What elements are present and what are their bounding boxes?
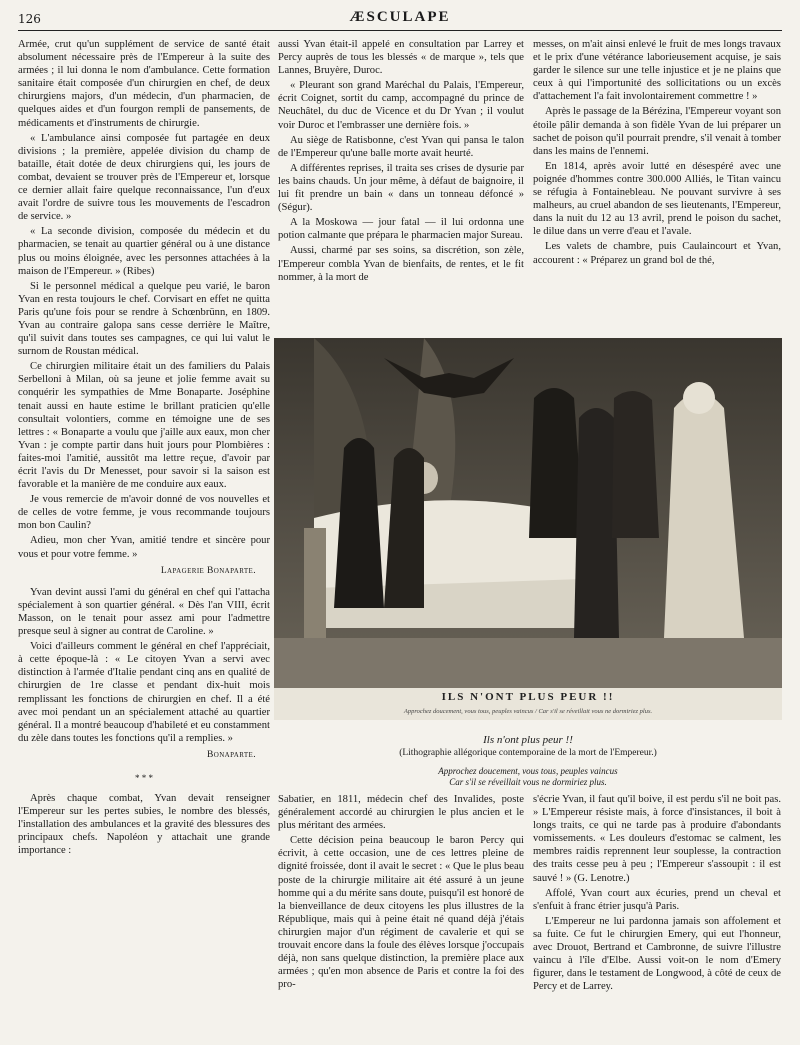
- journal-title: ÆSCULAPE: [349, 9, 451, 25]
- bed-post: [304, 528, 326, 638]
- paragraph: Si le personnel médical a quelque peu varié, le baron Yvan en resta toujours le chef. Corvisart en effet ne quitta Paris qu'une fois pour se rendre à Schœnbrünn, en 1809. Yvan au contraire galopa sans cesse derrière le Maître, qu'il suivit dans toutes ses campagnes, ce qui lui valut le surnom de Roustan médical.: [18, 280, 270, 358]
- engraving-verse: Approchez doucement, vous tous, peuples vaincus / Car s'il se réveillait vous ne dormiriez plus.: [403, 708, 653, 715]
- text-column-middle-bottom: [278, 793, 524, 993]
- page-number: 126: [18, 12, 41, 26]
- turban: [683, 382, 715, 414]
- paragraph: « L'ambulance ainsi composée fut partagée en deux divisions ; la première, appelée division du champ de bataille, était dotée de deux chirurgiens qui, les jours de combat, devaient se trouver près de l'Empereur et, lorsque ce dernier allait faire quelque reconnaissance, l'un d'eux avait l'ordre de suivre tous les mouvements de l'escadron de service. »: [18, 132, 270, 223]
- paragraph: messes, on m'ait ainsi enlevé le fruit de mes longs travaux et le prix d'une vétérance laborieusement acquise, je sais garder le silence sur une telle injustice et je ne plains que ceux à qui l'importunité des sollicitations ou un excès d'attachement l'a fait involontairement commettre ! »: [533, 39, 781, 103]
- paragraph: s'écrie Yvan, il faut qu'il boive, il est perdu s'il ne boit pas. » L'Empereur résiste mais, à force d'insistances, il boit à longs traits, ce qui ne tarde pas à produire d'abondants vomissements. « Les douleurs d'estomac se calment, les membres raidis reprennent leur souplesse, la contraction des traits cesse peu à peu ; l'Empereur s'assoupit : il est sauvé ! » (G. Lenotre.): [533, 794, 781, 884]
- text-column-right-bottom: [533, 793, 781, 995]
- caption-verse-line: Approchez doucement, vous tous, peuples vaincus: [438, 766, 618, 776]
- paragraph: L'Empereur ne lui pardonna jamais son affolement et sa fuite. Ce fut le chirurgien Emery, qui eut l'honneur, avec Drouot, Bertrand et Cambronne, de suivre l'illustre vaincu à l'île d'Elbe. Aussi voit-on le nom d'Emery figurer, dans le testament de Longwood, à côté de ceux de Percy et de Larrey.: [533, 915, 781, 993]
- deathbed-scene-image: [274, 338, 782, 720]
- paragraph: Sabatier, en 1811, médecin chef des Invalides, poste généralement accordé au chirurgien le plus ancien et le plus méritant des armées.: [278, 794, 524, 832]
- paragraph: Aussi, charmé par ses soins, sa discrétion, son zèle, l'Empereur combla Yvan de bienfaits, de rentes, et le fit nommer, à la mort de: [278, 245, 524, 283]
- paragraph: « Pleurant son grand Maréchal du Palais, l'Empereur, écrit Coignet, sortit du camp, accompagné du prince de Neuchâtel, du duc de Vicence et du Dr Yvan ; il voulut voir Duroc et l'embrasser une dernière fois. »: [278, 80, 524, 131]
- paragraph: Yvan devint aussi l'ami du général en chef qui l'attacha spécialement à son quartier général. « Dès l'an VIII, écrit Masson, on le tenait pour assez ami pour l'admettre presque seul à signer au contrat de Caroline. »: [18, 586, 270, 638]
- section-separator: * * *: [135, 772, 153, 783]
- caption-subtitle: (Lithographie allégorique contemporaine de la mort de l'Empereur.): [399, 748, 657, 758]
- figure-general: [612, 391, 659, 538]
- caption-verse-line: Car s'il se réveillait vous ne dormiriez plus.: [449, 777, 607, 787]
- caption-title: Ils n'ont plus peur !!: [483, 734, 573, 746]
- engraving-banner: ILS N'ONT PLUS PEUR !!: [441, 691, 615, 703]
- paragraph: Ce chirurgien militaire était un des familiers du Palais Serbelloni à Milan, où sa jeune et jolie femme avait su conquérir les sympathies de Mme Bonaparte. Joséphine tenait aussi en haute estime le brillant praticien qu'elle consultait volontiers, comme en témoigne une de ses lettres : « Bonaparte a voulu que j'aille aux eaux, mon cher Yvan : je compte partir dans huit jours pour Plombières : faites-moi l'amitié, aussitôt ma lettre reçue, d'avoir par écrit l'avis du Dr Menesset, pour savoir si la saison est favorable et la manière de me conduire aux eaux.: [18, 361, 270, 491]
- signature-josephine: Lapagerie Bonaparte.: [160, 565, 256, 576]
- paragraph: Après le passage de la Bérézina, l'Empereur voyant son étoile pâlir demanda à son fidèle Yvan de lui préparer un sachet de poison qu'il pourrait prendre, s'il venait à tomber dans les mains de l'ennemi.: [533, 106, 781, 157]
- paragraph: A la Moskowa — jour fatal — il lui ordonna une potion calmante que prépara le pharmacien major Sureau.: [278, 217, 524, 242]
- paragraph: En 1814, après avoir lutté en désespéré avec une poignée d'hommes contre 300.000 Alliés, le Titan vaincu se réfugia à Fontainebleau. Ne pouvant survivre à ses malheurs, au cruel abandon de ses lieutenants, l'Empereur, dans la nuit du 12 au 13 avril, prend le poison du sachet, le dilue dans un verre d'eau et l'avale.: [533, 160, 781, 238]
- page-header: [18, 8, 782, 31]
- text-column-left: [18, 38, 270, 859]
- figure-caption: [274, 734, 782, 788]
- paragraph: Affolé, Yvan court aux écuries, prend un cheval et s'enfuit à franc étrier jusqu'à Paris.: [533, 887, 781, 912]
- paragraph: Je vous remercie de m'avoir donné de vos nouvelles et de celles de votre femme, je vous recommande toujours mon bon Caulin?: [18, 494, 270, 532]
- paragraph: Les valets de chambre, puis Caulaincourt et Yvan, accourent : « Préparez un grand bol de thé,: [533, 241, 781, 266]
- text-column-middle-top: [278, 38, 524, 286]
- paragraph: Armée, crut qu'un supplément de service de santé était absolument nécessaire près de l'Empereur à la suite des armées ; il lui donna le nom d'ambulance. Cette formation sanitaire était composée d'un chirurgien en chef, de deux chirurgiens majors, d'un médecin, d'un pharmacien, de quelques aides et d'un fourgon rempli de pansements, de médicaments et d'instruments de chirurgie.: [18, 39, 270, 129]
- paragraph: Adieu, mon cher Yvan, amitié tendre et sincère pour vous et pour votre femme. »: [18, 535, 270, 560]
- paragraph: Voici d'ailleurs comment le général en chef l'appréciait, à cette époque-là : « Le citoyen Yvan a servi avec distinction à l'armée d'Italie pendant cinq ans en qualité de chirurgien de 1re classe et pendant dix-huit mois remplissant les fonctions de chirurgien en chef. Il a été avec moi pendant un an spécialement attaché au quartier général. Il a montré beaucoup d'habileté et eu constamment du zèle dans toutes les fonctions qu'il a remplies. »: [18, 641, 270, 744]
- text-column-right-top: [533, 38, 781, 269]
- signature-bonaparte: Bonaparte.: [207, 749, 256, 760]
- lithograph-illustration: [274, 338, 782, 720]
- paragraph: A différentes reprises, il traita ses crises de dysurie par les bains chauds. Un jour même, à défaut de baignoire, il lui fit prendre un bain « dans un tonneau défoncé » (Ségur).: [278, 162, 524, 214]
- paragraph: Au siège de Ratisbonne, c'est Yvan qui pansa le talon de l'Empereur qu'une balle morte avait heurté.: [278, 134, 524, 159]
- paragraph: Cette décision peina beaucoup le baron Percy qui écrivit, à cette occasion, une de ces lettres pleine de dignité froissée, dont il avait le secret : « Que le plus beau poste de la chirurgie militaire ait été assuré à un jeune homme qui a du mérite sans doute, puisqu'il est honoré de la bienveillance de deux citoyens les plus illustres de la République, mais qui à peine était né quand déjà j'étais chirurgien major d'un régiment de cavalerie et qui se trouvait encore dans la foule des élèves lorsque j'occupais déjà, non sans quelque distinction, la première place aux armées ; qu'en mon absence de Paris et contre la foi des pro-: [278, 835, 524, 991]
- paragraph: « La seconde division, composée du médecin et du pharmacien, se tenait au quartier général ou à une distance plus ou moins éloignée, avec les personnes attachées à la maison de l'Empereur. » (Ribes): [18, 226, 270, 277]
- floor: [274, 638, 782, 690]
- paragraph: Après chaque combat, Yvan devait renseigner l'Empereur sur les pertes subies, le nombre des blessés, l'installation des ambulances et la gravité des blessures des principaux chefs. Napoléon y attachait une grande importance :: [18, 792, 270, 857]
- caption-verse: [274, 766, 782, 788]
- paragraph: aussi Yvan était-il appelé en consultation par Larrey et Percy auprès de tous les blessés « de marque », tels que Lannes, Bruyère, Duroc.: [278, 39, 524, 77]
